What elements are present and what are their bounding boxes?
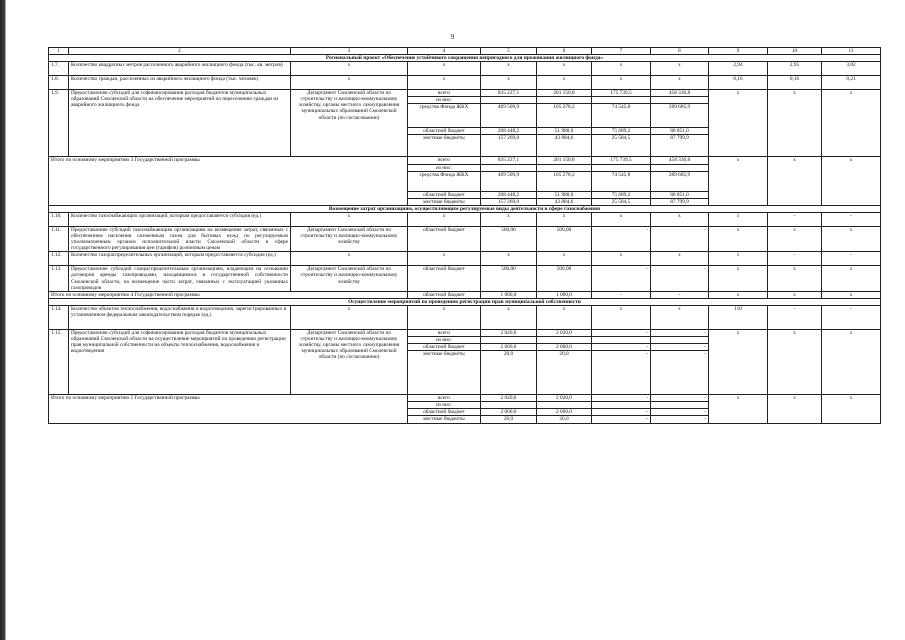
header-cell: 7 [592, 48, 651, 55]
value-cell: 157 269,0 [481, 198, 537, 205]
table-row [49, 305, 881, 329]
value-cell: 105 278,2 [537, 171, 592, 191]
cell: х [537, 212, 592, 226]
value-cell: 208 448,2 [481, 128, 537, 135]
funding-source: средства Фонда ЖКХ [408, 171, 481, 191]
funding-source: областной бюджет [408, 128, 481, 135]
value-cell: - [592, 291, 651, 298]
cell: х [481, 305, 537, 329]
cell: х [768, 266, 822, 291]
value-cell: 458 336,8 [651, 157, 709, 164]
cell: х [592, 305, 651, 329]
cell: х [481, 212, 537, 226]
value-cell [592, 164, 651, 171]
funding-source: местные бюджеты [408, 135, 481, 157]
cell: х [481, 252, 537, 266]
section-header-row [49, 298, 881, 305]
cell: - [822, 252, 881, 266]
value-cell: 469 509,9 [481, 104, 537, 128]
value-cell [592, 336, 651, 343]
value-cell: - [592, 409, 651, 416]
section-title: Возмещение затрат организациям, осуществляющим регулируемые виды деятельности в сфере газоснабжения [49, 205, 881, 212]
value-cell: 500,00 [537, 226, 592, 251]
table-row [49, 212, 881, 226]
cell: х [592, 76, 651, 90]
funding-source: всего [408, 90, 481, 97]
value-cell: 51 988,0 [537, 128, 592, 135]
cell: 0,16 [768, 76, 822, 90]
cell: х [709, 395, 768, 423]
value-cell: 74 545,8 [592, 104, 651, 128]
value-cell: 75 609,2 [592, 191, 651, 198]
cell: х [822, 157, 881, 205]
value-cell: 75 609,2 [592, 128, 651, 135]
value-cell: 500,00 [481, 226, 537, 251]
cell: х [481, 76, 537, 90]
cell: 1 [709, 212, 768, 226]
row-name: Количество газоснабжающих организаций, которым предоставляется субсидия (ед.) [69, 212, 291, 226]
value-cell [537, 164, 592, 171]
total-label: Итого по основному мероприятию 4 Государственной программы [49, 291, 408, 298]
cell: х [291, 212, 408, 226]
value-cell: 43 884,6 [537, 198, 592, 205]
cell: х [537, 252, 592, 266]
funding-source: областной бюджет [408, 344, 481, 351]
funding-source: областной бюджет [408, 226, 481, 251]
value-cell: 1 000,0 [481, 291, 537, 298]
executor: Департамент Смоленской области по строительству и жилищно-коммунальному хозяйству, органы местного самоуправления муниципальных образований Смоленской области (по согласованию) [291, 90, 408, 157]
cell: - [768, 252, 822, 266]
table-row [49, 226, 881, 251]
cell: х [291, 305, 408, 329]
cell: х [537, 305, 592, 329]
value-cell: 157 269,0 [481, 135, 537, 157]
value-cell [537, 97, 592, 104]
row-name: Количество граждан, расселенных из аварийного жилищного фонда (тыс. человек) [69, 76, 291, 90]
value-cell: - [651, 291, 709, 298]
executor: Департамент Смоленской области по строительству и жилищно-коммунальному хозяйству, органы местного самоуправления муниципальных образований Смоленской области (по согласованию) [291, 329, 408, 394]
cell: х [408, 305, 481, 329]
funding-source: средства Фонда ЖКХ [408, 104, 481, 128]
section-title: Осуществление мероприятий по проведению регистрации прав муниципальной собственности [49, 298, 881, 305]
value-cell: 2 020,0 [537, 329, 592, 336]
total-row [49, 395, 881, 402]
value-cell: 20,0 [537, 351, 592, 395]
value-cell [592, 402, 651, 409]
row-number: 1.8. [49, 76, 69, 90]
cell: х [651, 252, 709, 266]
funding-source: всего [408, 329, 481, 336]
cell: х [291, 252, 408, 266]
cell: - [768, 305, 822, 329]
row-number: 1.10. [49, 212, 69, 226]
row-number: 1.15. [49, 329, 69, 394]
cell: х [768, 157, 822, 205]
value-cell [481, 402, 537, 409]
value-cell: 2 000,0 [481, 344, 537, 351]
cell: х [822, 291, 881, 298]
value-cell: 2 020,0 [481, 329, 537, 336]
value-cell: - [592, 416, 651, 423]
funding-source: местные бюджеты [408, 198, 481, 205]
value-cell: 1 000,0 [537, 291, 592, 298]
value-cell: 51 988,0 [537, 191, 592, 198]
funding-source: всего [408, 395, 481, 402]
total-label: Итого по основному мероприятию 3 Государственной программы [49, 157, 408, 205]
total-row [49, 291, 881, 298]
cell: х [651, 76, 709, 90]
value-cell: - [651, 226, 709, 251]
cell: х [291, 76, 408, 90]
cell: х [822, 90, 881, 157]
cell: х [709, 90, 768, 157]
cell: 3,82 [822, 62, 881, 76]
row-number: 1.12. [49, 252, 69, 266]
value-cell: - [651, 416, 709, 423]
funding-source: из них: [408, 336, 481, 343]
cell: х [651, 62, 709, 76]
funding-source: из них: [408, 97, 481, 104]
cell: х [408, 252, 481, 266]
cell: х [709, 329, 768, 394]
value-cell: 500,00 [481, 266, 537, 291]
cell: х [291, 62, 408, 76]
row-number: 1.7. [49, 62, 69, 76]
value-cell [537, 402, 592, 409]
total-label: Итого по основному мероприятию 5 Государственной программы [49, 395, 408, 423]
executor: Департамент Смоленской области по строительству и жилищно-коммунальному хозяйству [291, 226, 408, 251]
executor: Департамент Смоленской области по строительству и жилищно-коммунальному хозяйству [291, 266, 408, 291]
row-name: Количество объектов теплоснабжения, водоснабжения и водоотведения, зарегистрированных в установленном федеральным законодательством порядке (ед.) [69, 305, 291, 329]
value-cell: 2 020,0 [481, 395, 537, 402]
funding-source: областной бюджет [408, 266, 481, 291]
value-cell: 835 227,1 [481, 90, 537, 97]
page-number: 9 [450, 33, 455, 41]
value-cell: 458 336,8 [651, 90, 709, 97]
cell: х [709, 226, 768, 251]
value-cell [651, 97, 709, 104]
row-number: 1.13. [49, 266, 69, 291]
cell: х [537, 76, 592, 90]
table-row [49, 266, 881, 291]
funding-source: местные бюджеты [408, 351, 481, 395]
value-cell [481, 164, 537, 171]
header-cell: 8 [651, 48, 709, 55]
header-cell: 6 [537, 48, 592, 55]
cell: х [822, 395, 881, 423]
value-cell: - [651, 329, 709, 336]
funding-source: областной бюджет [408, 191, 481, 198]
cell: х [592, 252, 651, 266]
value-cell: - [592, 395, 651, 402]
value-cell: - [651, 395, 709, 402]
cell: х [768, 329, 822, 394]
cell: х [651, 305, 709, 329]
cell: х [768, 226, 822, 251]
value-cell: - [592, 329, 651, 336]
funding-source: из них: [408, 164, 481, 171]
funding-source: областной бюджет [408, 291, 481, 298]
cell: х [822, 226, 881, 251]
value-cell: - [592, 351, 651, 395]
cell: х [537, 62, 592, 76]
value-cell: 208 448,2 [481, 191, 537, 198]
value-cell: 20,0 [481, 416, 537, 423]
table-row [49, 252, 881, 266]
funding-source: из них: [408, 402, 481, 409]
value-cell: 201 150,8 [537, 90, 592, 97]
value-cell: 289 685,9 [651, 171, 709, 191]
value-cell: 25 584,5 [592, 135, 651, 157]
value-cell: - [592, 226, 651, 251]
cell: х [592, 62, 651, 76]
value-cell: 2 000,0 [537, 409, 592, 416]
cell: х [822, 329, 881, 394]
value-cell: 20,0 [481, 351, 537, 395]
value-cell: 25 584,5 [592, 198, 651, 205]
value-cell: 175 739,5 [592, 157, 651, 164]
value-cell: 175 739,5 [592, 90, 651, 97]
row-name: Количество газораспределительных организаций, которым предоставляется субсидия (ед.) [69, 252, 291, 266]
row-name: Количество квадратных метров расселенного аварийного жилищного фонда (тыс. кв. метров) [69, 62, 291, 76]
cell: 1 [709, 252, 768, 266]
value-cell: 87 799,9 [651, 198, 709, 205]
value-cell: - [592, 344, 651, 351]
cell: 0,21 [822, 76, 881, 90]
header-cell: 2 [69, 48, 291, 55]
value-cell [651, 336, 709, 343]
row-number: 1.11. [49, 226, 69, 251]
cell: х [408, 212, 481, 226]
value-cell: 2 000,0 [481, 409, 537, 416]
table-row [49, 329, 881, 336]
value-cell: - [651, 266, 709, 291]
cell: х [709, 157, 768, 205]
cell: х [709, 266, 768, 291]
row-name: Предоставление субсидий газораспределительным организациям, владеющим на основании договоров аренды газопроводами, находящимися в государственной собственности Смоленской области, на возмещение части затрат, связанных с эксплуатацией указанных газопроводов [69, 266, 291, 291]
column-number-row [49, 48, 881, 55]
value-cell: 105 278,2 [537, 104, 592, 128]
value-cell [592, 97, 651, 104]
cell: х [592, 212, 651, 226]
value-cell: - [651, 344, 709, 351]
value-cell: 74 545,8 [592, 171, 651, 191]
header-cell: 11 [822, 48, 881, 55]
cell: х [408, 62, 481, 76]
header-cell: 9 [709, 48, 768, 55]
value-cell [651, 164, 709, 171]
cell: х [481, 62, 537, 76]
value-cell: 87 799,9 [651, 135, 709, 157]
value-cell: 500,00 [537, 266, 592, 291]
section-header-row [49, 55, 881, 62]
cell: х [651, 212, 709, 226]
value-cell: 80 851,0 [651, 128, 709, 135]
cell: - [822, 212, 881, 226]
value-cell: 20,0 [537, 416, 592, 423]
header-cell: 4 [408, 48, 481, 55]
cell: х [768, 291, 822, 298]
cell: х [768, 90, 822, 157]
row-name: Предоставление субсидий газоснабжающим организациям на возмещение затрат, связанных с обеспечением населения сжиженным газом для бытовых нужд по регулируемым уполномоченным органом исполнительной власти Смоленской области в сфере государственного регулирования цен (тарифов) розничным ценам [69, 226, 291, 251]
cell: х [709, 291, 768, 298]
row-number: 1.14. [49, 305, 69, 329]
header-cell: 3 [291, 48, 408, 55]
value-cell: 835 227,1 [481, 157, 537, 164]
row-name: Предоставление субсидий для софинансирования расходов бюджетов муниципальных образований Смоленской области на осуществление мероприятий по проведению регистрации прав муниципальной собственности на объекты теплоснабжения, водоснабжения и водоотведения [69, 329, 291, 394]
total-row [49, 157, 881, 164]
cell: - [768, 212, 822, 226]
value-cell: - [651, 351, 709, 395]
row-number: 1.9. [49, 90, 69, 157]
header-cell: 1 [49, 48, 69, 55]
funding-source: местные бюджеты [408, 416, 481, 423]
funding-source: всего [408, 157, 481, 164]
section-header-row [49, 205, 881, 212]
value-cell [537, 336, 592, 343]
value-cell: 2 000,0 [537, 344, 592, 351]
cell: 2,94 [709, 62, 768, 76]
funding-source: областной бюджет [408, 409, 481, 416]
cell: х [768, 395, 822, 423]
value-cell [651, 402, 709, 409]
table-row [49, 62, 881, 76]
header-cell: 10 [768, 48, 822, 55]
scan-edge-shadow [0, 0, 6, 640]
value-cell: - [651, 409, 709, 416]
value-cell: 201 150,8 [537, 157, 592, 164]
cell: х [408, 76, 481, 90]
cell: х [822, 266, 881, 291]
value-cell: 2 020,0 [537, 395, 592, 402]
cell: 2,95 [768, 62, 822, 76]
cell: 110 [709, 305, 768, 329]
value-cell: 43 884,6 [537, 135, 592, 157]
value-cell: 80 851,0 [651, 191, 709, 198]
table-row [49, 76, 881, 90]
value-cell: 469 509,9 [481, 171, 537, 191]
program-table [48, 47, 881, 424]
table-row [49, 90, 881, 97]
header-cell: 5 [481, 48, 537, 55]
value-cell [481, 336, 537, 343]
cell: 0,16 [709, 76, 768, 90]
value-cell [481, 97, 537, 104]
cell: - [822, 305, 881, 329]
value-cell: 289 685,9 [651, 104, 709, 128]
row-name: Предоставление субсидий для софинансирования расходов бюджетов муниципальных образований Смоленской области на обеспечение мероприятий по переселению граждан из аварийного жилищного фонда [69, 90, 291, 157]
section-title: Региональный проект «Обеспечение устойчивого сокращения непригодного для проживания жилищного фонда» [49, 55, 881, 62]
value-cell: - [592, 266, 651, 291]
